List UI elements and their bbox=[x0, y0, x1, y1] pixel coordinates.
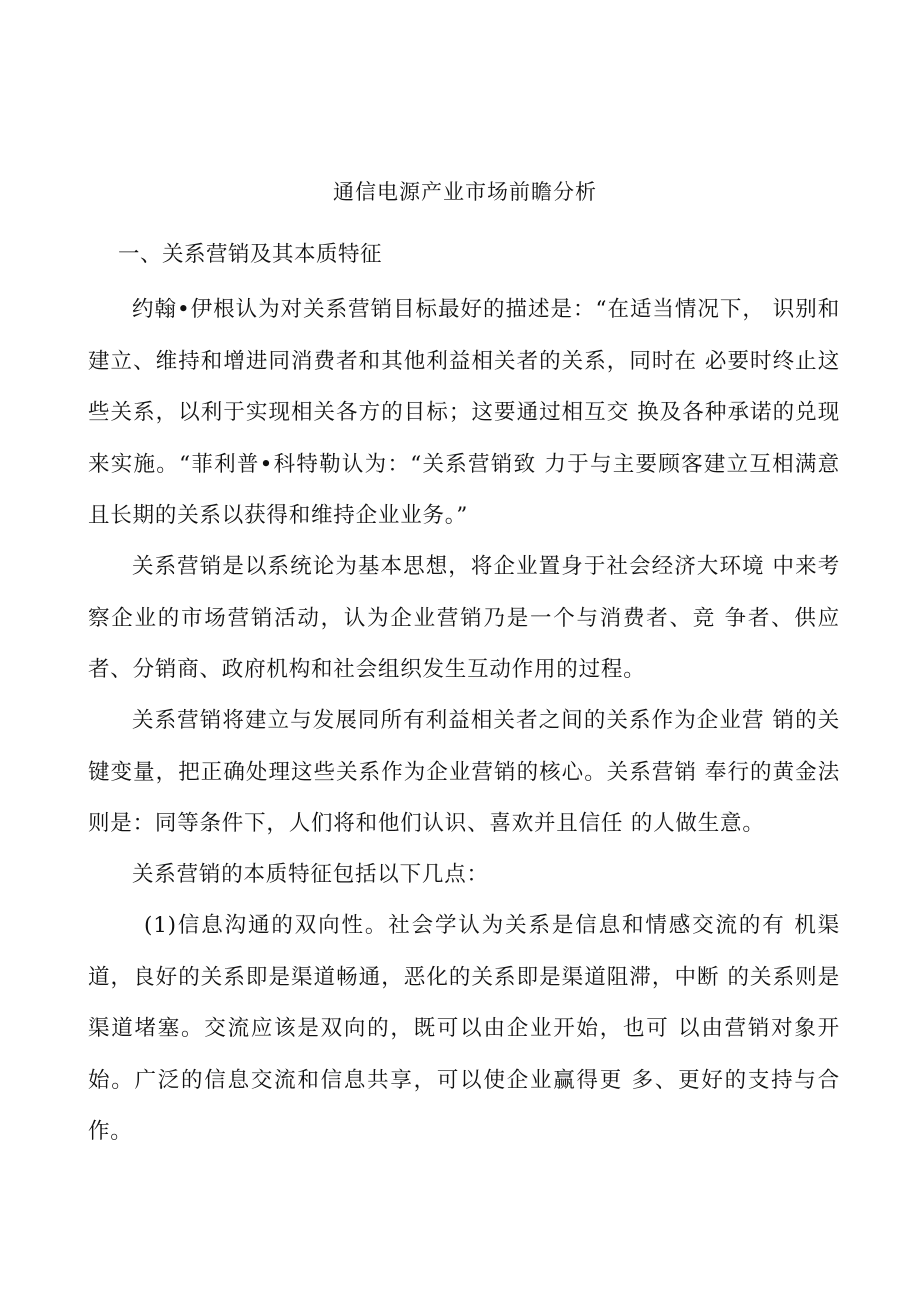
paragraph: (1)信息沟通的双向性。社会学认为关系是信息和情感交流的有 机渠道，良好的关系即是渠道畅通，恶化的关系即是渠道阻滞，中断 的关系则是渠道堵塞。交流应该是双向的，既可以由企业开始，也可 以由营销对象开始。广泛的信息交流和信息共享，可以使企业赢得更 多、更好的支持与合作。 bbox=[88, 913, 840, 1144]
paragraph: 关系营销是以系统论为基本思想，将企业置身于社会经济大环境 中来考察企业的市场营销活动，认为企业营销乃是一个与消费者、竞 争者、供应者、分销商、政府机构和社会组织发生互动作用的过程。 bbox=[88, 554, 840, 682]
section-heading: 一、关系营销及其本质特征 bbox=[118, 242, 383, 267]
paragraph: 关系营销的本质特征包括以下几点： bbox=[132, 862, 489, 887]
document-title: 通信电源产业市场前瞻分析 bbox=[333, 180, 597, 204]
paragraph: 约翰•伊根认为对关系营销目标最好的描述是：“在适当情况下， 识别和建立、维持和增进同消费者和其他利益相关者的关系，同时在 必要时终止这些关系，以利于实现相关各方的目标；这要通过相互交 换及各种承诺的兑现来实施。“菲利普•科特勒认为：“关系营销致 力于与主要顾客建立互相满意且长期的关系以获得和维持企业业务。” bbox=[88, 297, 840, 528]
paragraph: 关系营销将建立与发展同所有利益相关者之间的关系作为企业营 销的关键变量，把正确处理这些关系作为企业营销的核心。关系营销 奉行的黄金法则是：同等条件下，人们将和他们认识、喜欢并且信任 的人做生意。 bbox=[88, 708, 840, 836]
